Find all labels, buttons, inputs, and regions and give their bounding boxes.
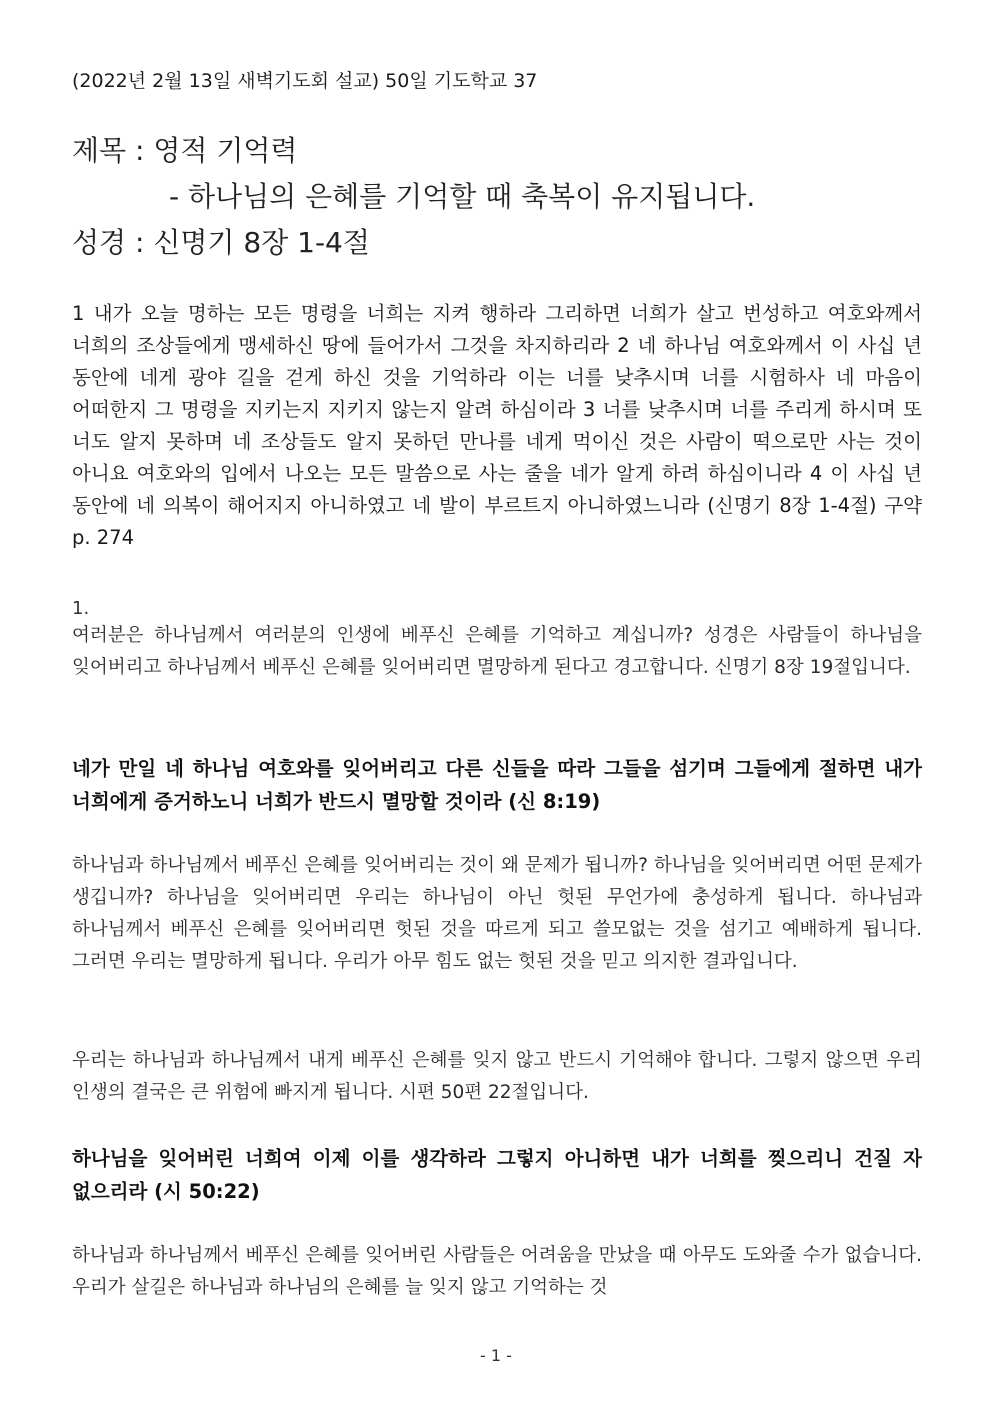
body-paragraph-3: 우리는 하나님과 하나님께서 내게 베푸신 은혜를 잊지 않고 반드시 기억해야 합니다. 그렇지 않으면 우리 인생의 결국은 큰 위험에 빠지게 됩니다. 시편 50편 22절입니다. [72,1050,922,1103]
body-paragraph-2: 하나님과 하나님께서 베푸신 은혜를 잊어버리는 것이 왜 문제가 됩니까? 하나님을 잊어버리면 어떤 문제가 생깁니까? 하나님을 잊어버리면 우리는 하나님이 아닌 헛된 무언가에 충성하게 됩니다. 하나님과 하나님께서 베푸신 은혜를 잊어버리면 헛된 것을 따르게 되고 쓸모없는 것을 섬기고 예배하게 됩니다. 그러면 우리는 멸망하게 됩니다. 우리가 아무 힘도 없는 헛된 것을 믿고 의지한 결과입니다. [72,855,922,972]
sermon-title: 제목 : 영적 기억력 [72,134,298,167]
sermon-header: (2022년 2월 13일 새벽기도회 설교) 50일 기도학교 37 [72,70,538,92]
quoted-verse-2: 하나님을 잊어버린 너희여 이제 이를 생각하라 그렇지 아니하면 내가 너희를 찢으리니 건질 자 없으리라 (시 50:22) [72,1147,922,1203]
scripture-passage: 1 내가 오늘 명하는 모든 명령을 너희는 지켜 행하라 그리하면 너희가 살고 번성하고 여호와께서 너희의 조상들에게 맹세하신 땅에 들어가서 그것을 차지하리라 2 네 하나님 여호와께서 이 사십 년 동안에 네게 광야 길을 걷게 하신 것을 기억하라 이는 너를 낮추시며 너를 시험하사 네 마음이 어떠한지 그 명령을 지키는지 지키지 않는지 알려 하심이라 3 너를 낮추시며 너를 주리게 하시며 또 너도 알지 못하며 네 조상들도 알지 못하던 만나를 네게 먹이신 것은 사람이 떡으로만 사는 것이 아니요 여호와의 입에서 나오는 모든 말씀으로 사는 줄을 네가 알게 하려 하심이니라 4 이 사십 년 동안에 네 의복이 해어지지 아니하였고 네 발이 부르트지 아니하였느니라 (신명기 8장 1-4절) 구약 p. 274 [72,302,922,549]
scripture-reference: 성경 : 신명기 8장 1-4절 [72,226,370,259]
sermon-subtitle: - 하나님의 은혜를 기억할 때 축복이 유지됩니다. [169,180,756,213]
quoted-verse-1: 네가 만일 네 하나님 여호와를 잊어버리고 다른 신들을 따라 그들을 섬기며 그들에게 절하면 내가 너희에게 증거하노니 너희가 반드시 멸망할 것이라 (신 8:19) [72,757,922,813]
title-block [72,128,922,266]
section-number: 1. [72,598,90,619]
body-paragraph-1: 여러분은 하나님께서 여러분의 인생에 베푸신 은혜를 기억하고 계십니까? 성경은 사람들이 하나님을 잊어버리고 하나님께서 베푸신 은혜를 잊어버리면 멸망하게 된다고 경고합니다. 신명기 8장 19절입니다. [72,625,922,678]
body-paragraph-4: 하나님과 하나님께서 베푸신 은혜를 잊어버린 사람들은 어려움을 만났을 때 아무도 도와줄 수가 없습니다. 우리가 살길은 하나님과 하나님의 은혜를 늘 잊지 않고 기억하는 것 [72,1245,922,1298]
page-number: - 1 - [480,1346,512,1365]
